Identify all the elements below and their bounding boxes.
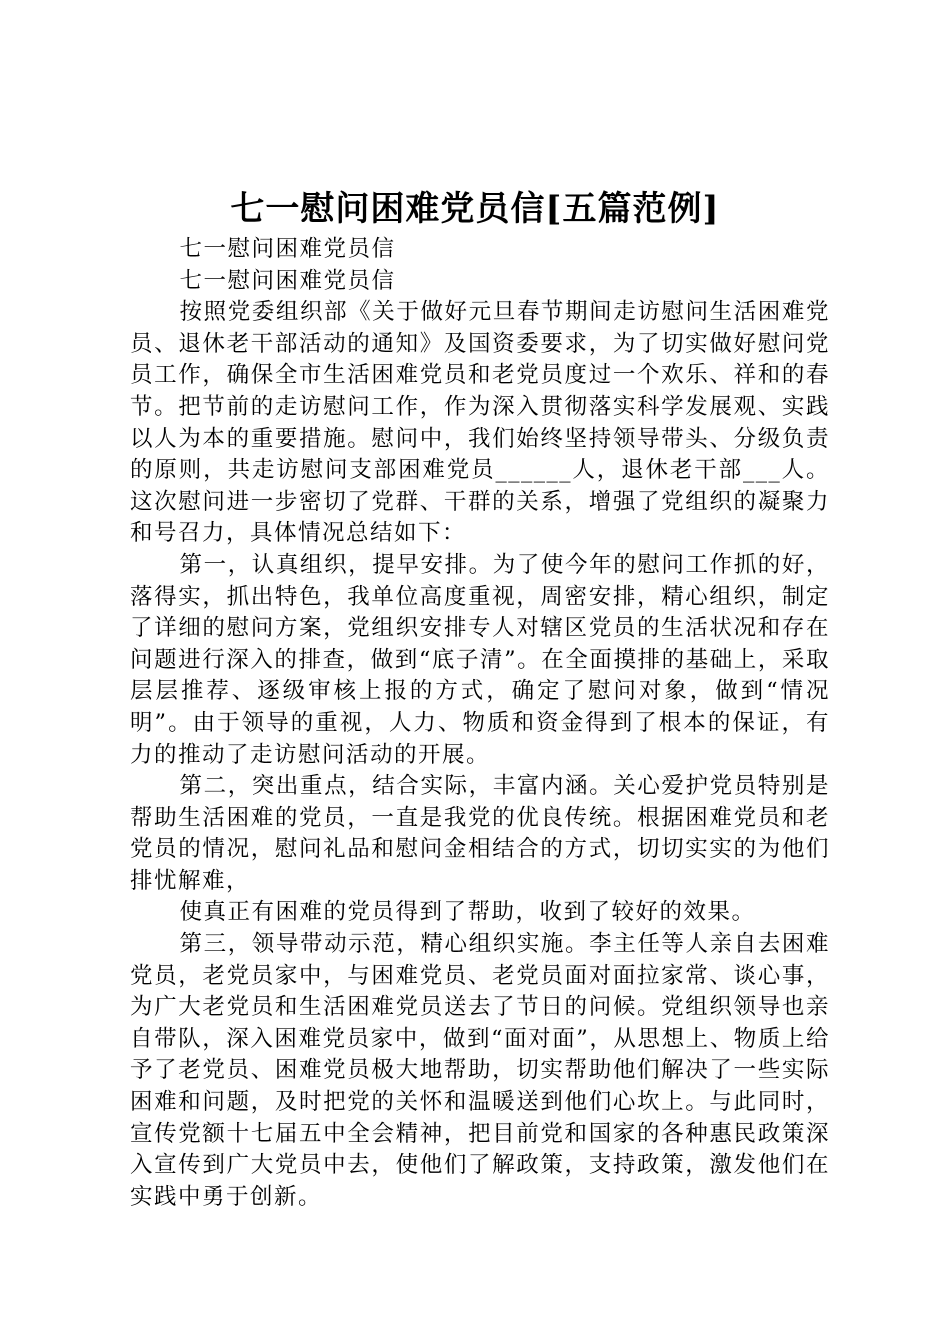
subtitle-line-2: 七一慰问困难党员信 (179, 267, 396, 294)
subtitle-line-1: 七一慰问困难党员信 (179, 236, 396, 262)
paragraph-second-point-continued: 使真正有困难的党员得到了帮助，收到了较好的效果。 (179, 899, 756, 926)
paragraph-first-point: 第一，认真组织，提早安排。为了使今年的慰问工作抓的好，落得实，抓出特色，我单位高度重视，周密安排，精心组织，制定了详细的慰问方案，党组织安排专人对辖区党员的生活状况和存在问题进行深入的排查，做到“底子清”。在全面摸排的基础上，采取层层推荐、逐级审核上报的方式，确定了慰问对象，做到“情况明”。由于领导的重视，人力、物质和资金得到了根本的保证，有力的推动了走访慰问活动的开展。 (130, 551, 830, 768)
intro-paragraph: 按照党委组织部《关于做好元旦春节期间走访慰问生活困难党员、退休老干部活动的通知》及国资委要求，为了切实做好慰问党员工作，确保全市生活困难党员和老党员度过一个欢乐、祥和的春节。把节前的走访慰问工作，作为深入贯彻落实科学发展观、实践以人为本的重要措施。慰问中，我们始终坚持领导带头、分级负责的原则，共走访慰问支部困难党员______人，退休老干部___人。这次慰问进一步密切了党群、干群的关系，增强了党组织的凝聚力和号召力，具体情况总结如下： (130, 299, 830, 547)
paragraph-third-point: 第三，领导带动示范，精心组织实施。李主任等人亲自去困难党员，老党员家中，与困难党员、老党员面对面拉家常、谈心事，为广大老党员和生活困难党员送去了节日的问候。党组织领导也亲自带队，深入困难党员家中，做到“面对面”，从思想上、物质上给予了老党员、困难党员极大地帮助，切实帮助他们解决了一些实际困难和问题，及时把党的关怀和温暖送到他们心坎上。与此同时，宣传党额十七届五中全会精神，把目前党和国家的各种惠民政策深入宣传到广大党员中去，使他们了解政策，支持政策，激发他们在实践中勇于创新。 (130, 931, 830, 1210)
paragraph-second-point: 第二，突出重点，结合实际，丰富内涵。关心爱护党员特别是帮助生活困难的党员，一直是我党的优良传统。根据困难党员和老党员的情况，慰问礼品和慰问金相结合的方式，切切实实的为他们排忧解难， (130, 773, 830, 894)
document-title: 七一慰问困难党员信[五篇范例] (230, 189, 720, 229)
document-body (130, 234, 830, 1213)
